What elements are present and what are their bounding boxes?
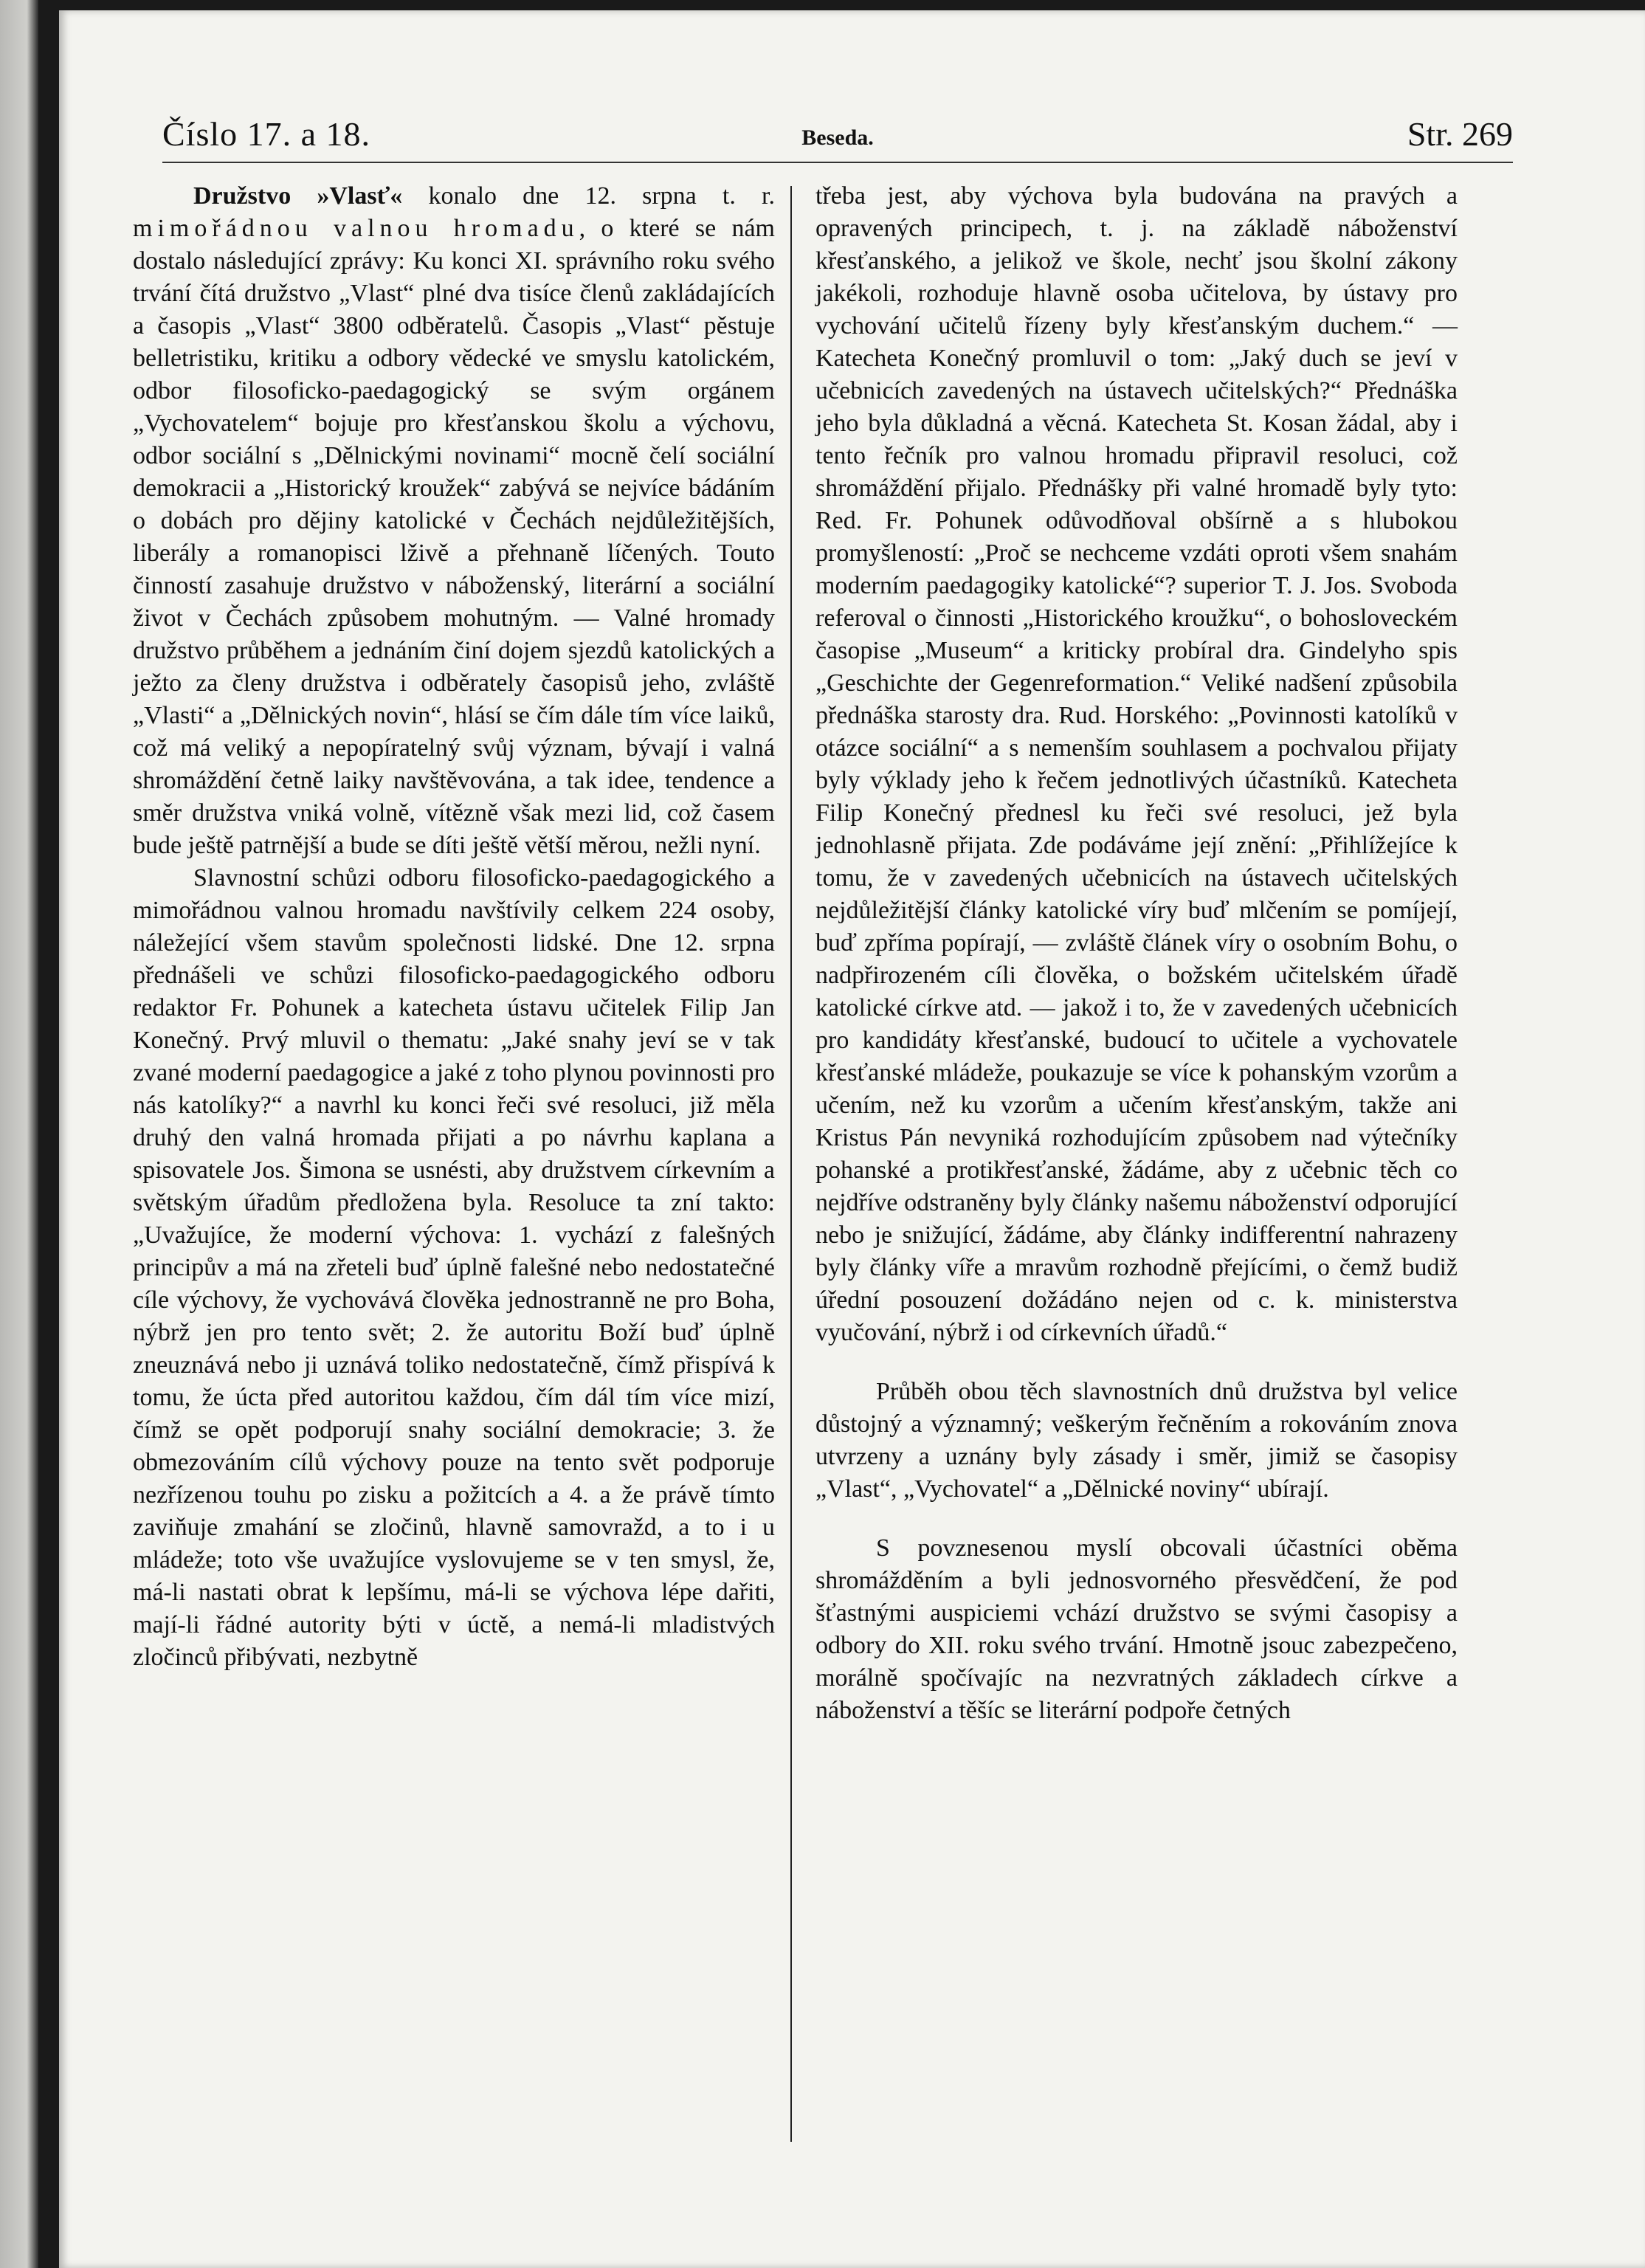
paragraph-text: konalo dne 12. srpna t. r. — [402, 182, 775, 210]
page — [59, 10, 1645, 2268]
paragraph-text: , o které se nám dostalo následující zprávy: Ku konci XI. správního roku svého trvání čítá družstvo „Vlast“ plné dva tisíce členů zakládajících a časopis „Vlast“ 3800 odběratelů. Časopis „Vlast“ pěstuje belletristiku, kritiku a odbory vědecké ve smyslu katolickém, odbor filosoficko-paedagogický se svým orgánem „Vychovatelem“ bojuje pro křesťanskou školu a výchovu, odbor sociální s „Dělnickými novinami“ mocně čelí sociální demokracii a „Historický kroužek“ zabývá se nejvíce bádáním o dobách pro dějiny katolické v Čechách nejdůležitějších, liberály a romanopisci lživě a přehnaně líčených. Touto činností zasahuje družstvo v náboženský, literární a sociální život v Čechách způsobem mohutným. — Valné hromady družstvo průběhem a jednáním činí dojem sjezdů katolických a ježto za členy družstva i odběrately časopisů jeho, zvláště „Vlasti“ a „Dělnických novin“, hlásí se čím dále tím více laiků, což má veliký a nepopíratelný svůj význam, bývají i valná shromáždění četně laiky navštěvována, a tak idee, tendence a směr družstva vniká volně, vítězně však mezi lid, což časem bude ještě patrnější a bude se díti ještě větší měrou, nežli nyní. — [133, 215, 776, 859]
paragraph-continuation: třeba jest, aby výchova byla budována na pravých a opravených principech, t. j. na základě náboženství křesťanského, a jelikož ve škole, nechť jsou školní zákony jakékoli, rozhoduje hlavně osoba učitelova, by ústavy pro vychování učitelů řízeny byly křesťanským duchem.“ — Katecheta Konečný promluvil o tom: „Jaký duch se jeví v učebnicích zavedených na ústavech učitelských?“ Přednáška jeho byla důkladná a věcná. Katecheta St. Kosan žádal, aby i tento řečník pro valnou hromadu připravil resoluci, což shromáždění přijalo. Přednášky při valné hromadě byly tyto: Red. Fr. Pohunek odůvodňoval obšírně a s hlubokou promyšleností: „Proč se nechceme vzdáti oproti všem snahám moderním paedagogiky katolické“? superior T. J. Jos. Svoboda referoval o činnosti „Historického kroužku“, o bohosloveckém časopise „Museum“ a kriticky probíral dra. Gindelyho spis „Geschichte der Gegenreformation.“ Veliké nadšení způsobila přednáška starosty dra. Rud. Horského: „Povinnosti katolíků v otázce sociální“ a s nemenším souhlasem a pochvalou přijaty byly výklady jeho k řečem jednotlivých účastníků. Katecheta Filip Konečný přednesl ku řeči své resoluci, jež byla jednohlasně přijata. Zde podáváme její znění: „Přihlížejíce k tomu, že v zavedených učebnicích na ústavech učitelských nejdůležitější články katolické víry buď mlčením se pomíjejí, buď zpříma popírají, — zvláště článek víry o osobním Bohu, o nadpřirozeném cíli člověka, o božském učitelském úřadě katolické církve atd. — jakož i to, že v zavedených učebnicích pro kandidáty křesťanské, budoucí to učitele a vychovatele křesťanské mládeže, poukazuje se více k pohanským vzorům a učením, než ku vzorům a učením křesťanským, takže ani Kristus Pán nevyniká rozhodujícím způsobem nad výtečníky pohanské a protikřesťanské, žádáme, aby z učebnic těch co nejdříve odstraněny byly články našemu náboženství odporující nebo je snižující, žádáme, aby články indifferentní nahrazeny byly články víře a mravům rozhodně přejícími, o čemž budiž úřední posouzení dožádáno nejen od c. k. ministerstva vyučování, nýbrž i od církevních úřadů.“ — [815, 182, 1458, 1346]
right-column — [815, 180, 1458, 1727]
paragraph-povznesenou-mysli: S povznesenou myslí obcovali účastníci oběma shromážděním a byli jednosvorného přesvědčení, že pod šťastnými auspiciemi vchází družstvo se svými časopisy a odbory do XII. roku svého trvání. Hmotně jsouc zabezpečeno, morálně spočívajíc na nezvratných základech církve a náboženství a těšíc se literární podpoře četných — [815, 1534, 1458, 1724]
paragraph-prubeh: Průběh obou těch slavnostních dnů družstva byl velice důstojný a významný; veškerým řečněním a rokováním znova utvrzeny a uznány byly zásady i směr, jimiž se časopisy „Vlast“, „Vychovatel“ a „Dělnické noviny“ ubírají. — [815, 1378, 1458, 1503]
lead-in: Družstvo »Vlasť« — [193, 182, 403, 210]
paragraph-druzstvo-vlast — [133, 180, 775, 862]
spaced-emphasis: mimořádnou valnou hromadu — [133, 215, 579, 242]
paragraph-slavnostni-schuze: Slavnostní schůzi odboru filosoficko-paedagogického a mimořádnou valnou hromadu navštívily celkem 224 osoby, náležející všem stavům společnosti lidské. Dne 12. srpna přednášeli ve schůzi filosoficko-paedagogického odboru redaktor Fr. Pohunek a katecheta ústavu učitelek Filip Jan Konečný. Prvý mluvil o thematu: „Jaké snahy jeví se v tak zvané moderní paedagogice a jaké z toho plynou povinnosti pro nás katolíky?“ a navrhl ku konci řeči své resoluci, již měla druhý den valná hromada přijati a po návrhu kaplana a spisovatele Jos. Šimona se usnésti, aby družstvem církevním a světským úřadům předložena byla. Resoluce ta zní takto: „Uvažujíce, že moderní výchova: 1. vychází z falešných principův a má na zřeteli buď úplně falešné nebo nedostatečné cíle výchovy, že vychovává člověka jednostranně ne pro Boha, nýbrž jen pro tento svět; 2. že autoritu Boží buď úplně zneuznává nebo ji uznává toliko nedostatečně, čímž přispívá k tomu, že úcta před autoritou každou, čím dál tím více mizí, čímž se opět podporují snahy sociální demokracie; 3. že obmezováním cílů výchovy pouze na tento svět podporuje nezřízenou touhu po zisku a požitcích a 4. a že právě tímto zaviňuje zmahání se zločinů, hlavně samovražd, a to i u mládeže; toto vše uvažujíce vyslovujeme se v ten smysl, že, má-li nastati obrat k lepšímu, má-li se výchova lépe dařiti, mají-li řádné autority býti v úctě, a nemá-li mladistvých zločinců přibývati, nezbytně — [133, 864, 775, 1671]
journal-title: Beseda. — [801, 125, 874, 150]
header-rule — [162, 162, 1513, 163]
issue-number: Číslo 17. a 18. — [162, 115, 371, 153]
column-divider — [790, 186, 792, 2142]
adjacent-page-edge — [0, 0, 38, 2268]
running-header — [162, 106, 1513, 158]
left-column — [133, 180, 775, 1674]
page-number: Str. 269 — [1407, 115, 1513, 153]
